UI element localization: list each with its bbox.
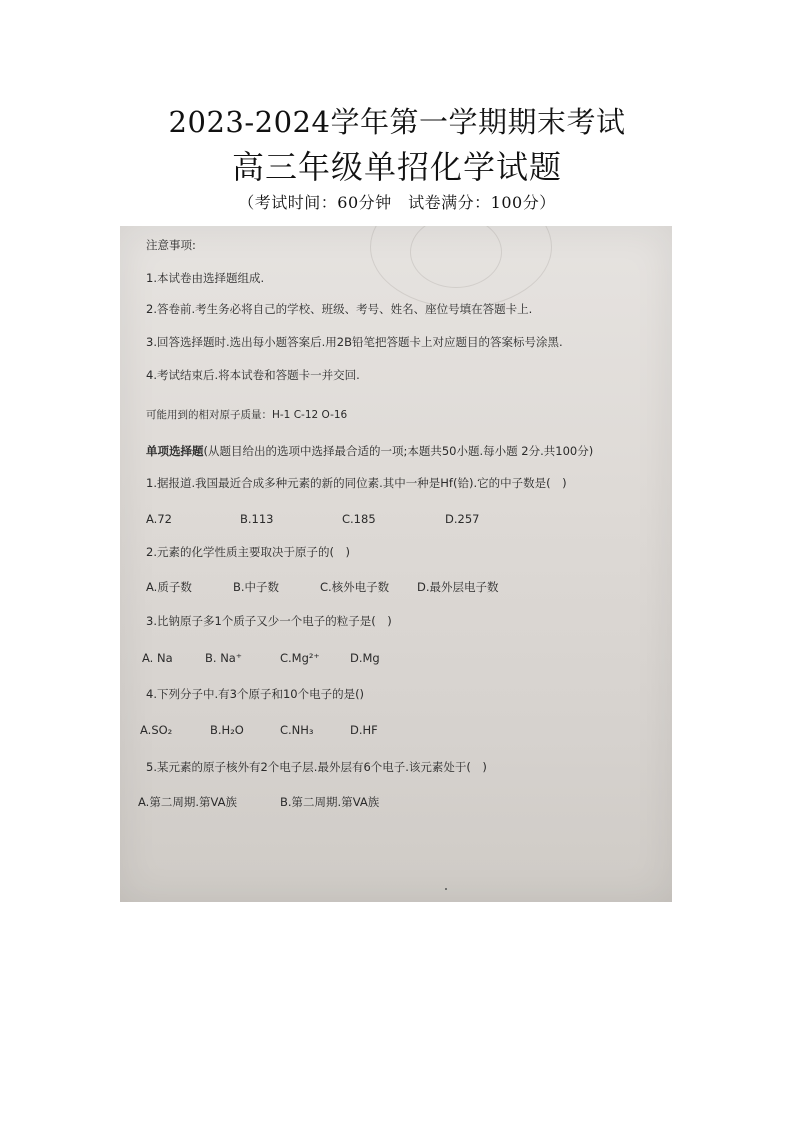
section-title-label: 单项选择题 [146, 444, 204, 458]
q2-option-a: A.质子数 [146, 580, 192, 594]
q4-option-a: A.SO₂ [140, 723, 173, 737]
question-5: 5.某元素的原子核外有2个电子层.最外层有6个电子.该元素处于( ) [146, 760, 487, 774]
exam-paper-photo [120, 226, 672, 902]
q5-option-a: A.第二周期.第VA族 [138, 795, 237, 809]
q3-option-c: C.Mg²⁺ [280, 651, 320, 665]
q2-option-d: D.最外层电子数 [417, 580, 499, 594]
question-1: 1.据报道.我国最近合成多种元素的新的同位素.其中一种是Hf(铪).它的中子数是( ) [146, 476, 567, 490]
notice-item: 3.回答选择题时.选出每小题答案后.用2B铅笔把答题卡上对应题目的答案标号涂黑. [146, 335, 563, 349]
notice-item: 4.考试结束后.将本试卷和答题卡一并交回. [146, 368, 360, 382]
notice-item: 1.本试卷由选择题组成. [146, 271, 265, 285]
q4-option-c: C.NH₃ [280, 723, 314, 737]
question-3: 3.比钠原子多1个质子又少一个电子的粒子是( ) [146, 614, 392, 628]
notice-item: 2.答卷前.考生务必将自己的学校、班级、考号、姓名、座位号填在答题卡上. [146, 302, 533, 316]
question-2: 2.元素的化学性质主要取决于原子的( ) [146, 545, 350, 559]
atomic-masses: 可能用到的相对原子质量：H-1 C-12 O-16 [146, 409, 348, 421]
q1-option-a: A.72 [146, 512, 172, 526]
exam-title-line2: 高三年级单招化学试题 [231, 148, 562, 186]
q4-option-b: B.H₂O [210, 723, 244, 737]
q4-option-d: D.HF [350, 723, 378, 737]
notice-heading: 注意事项: [146, 238, 196, 252]
paper-speck [445, 888, 447, 890]
exam-title-line1: 2023-2024学年第一学期期末考试 [168, 105, 626, 139]
q1-option-c: C.185 [342, 512, 376, 526]
q3-option-a: A. Na [142, 651, 173, 665]
section-title [146, 443, 593, 459]
q1-option-d: D.257 [445, 512, 480, 526]
exam-subtitle: （考试时间：60分钟 试卷满分：100分） [238, 193, 556, 212]
q3-option-d: D.Mg [350, 651, 380, 665]
q3-option-b: B. Na⁺ [205, 651, 242, 665]
q1-option-b: B.113 [240, 512, 274, 526]
question-4: 4.下列分子中.有3个原子和10个电子的是() [146, 687, 365, 701]
q5-option-b: B.第二周期.第VA族 [280, 795, 380, 809]
section-description: (从题目给出的选项中选择最合适的一项;本题共50小题.每小题 2分.共100分) [203, 444, 594, 458]
q2-option-b: B.中子数 [233, 580, 280, 594]
q2-option-c: C.核外电子数 [320, 580, 390, 594]
